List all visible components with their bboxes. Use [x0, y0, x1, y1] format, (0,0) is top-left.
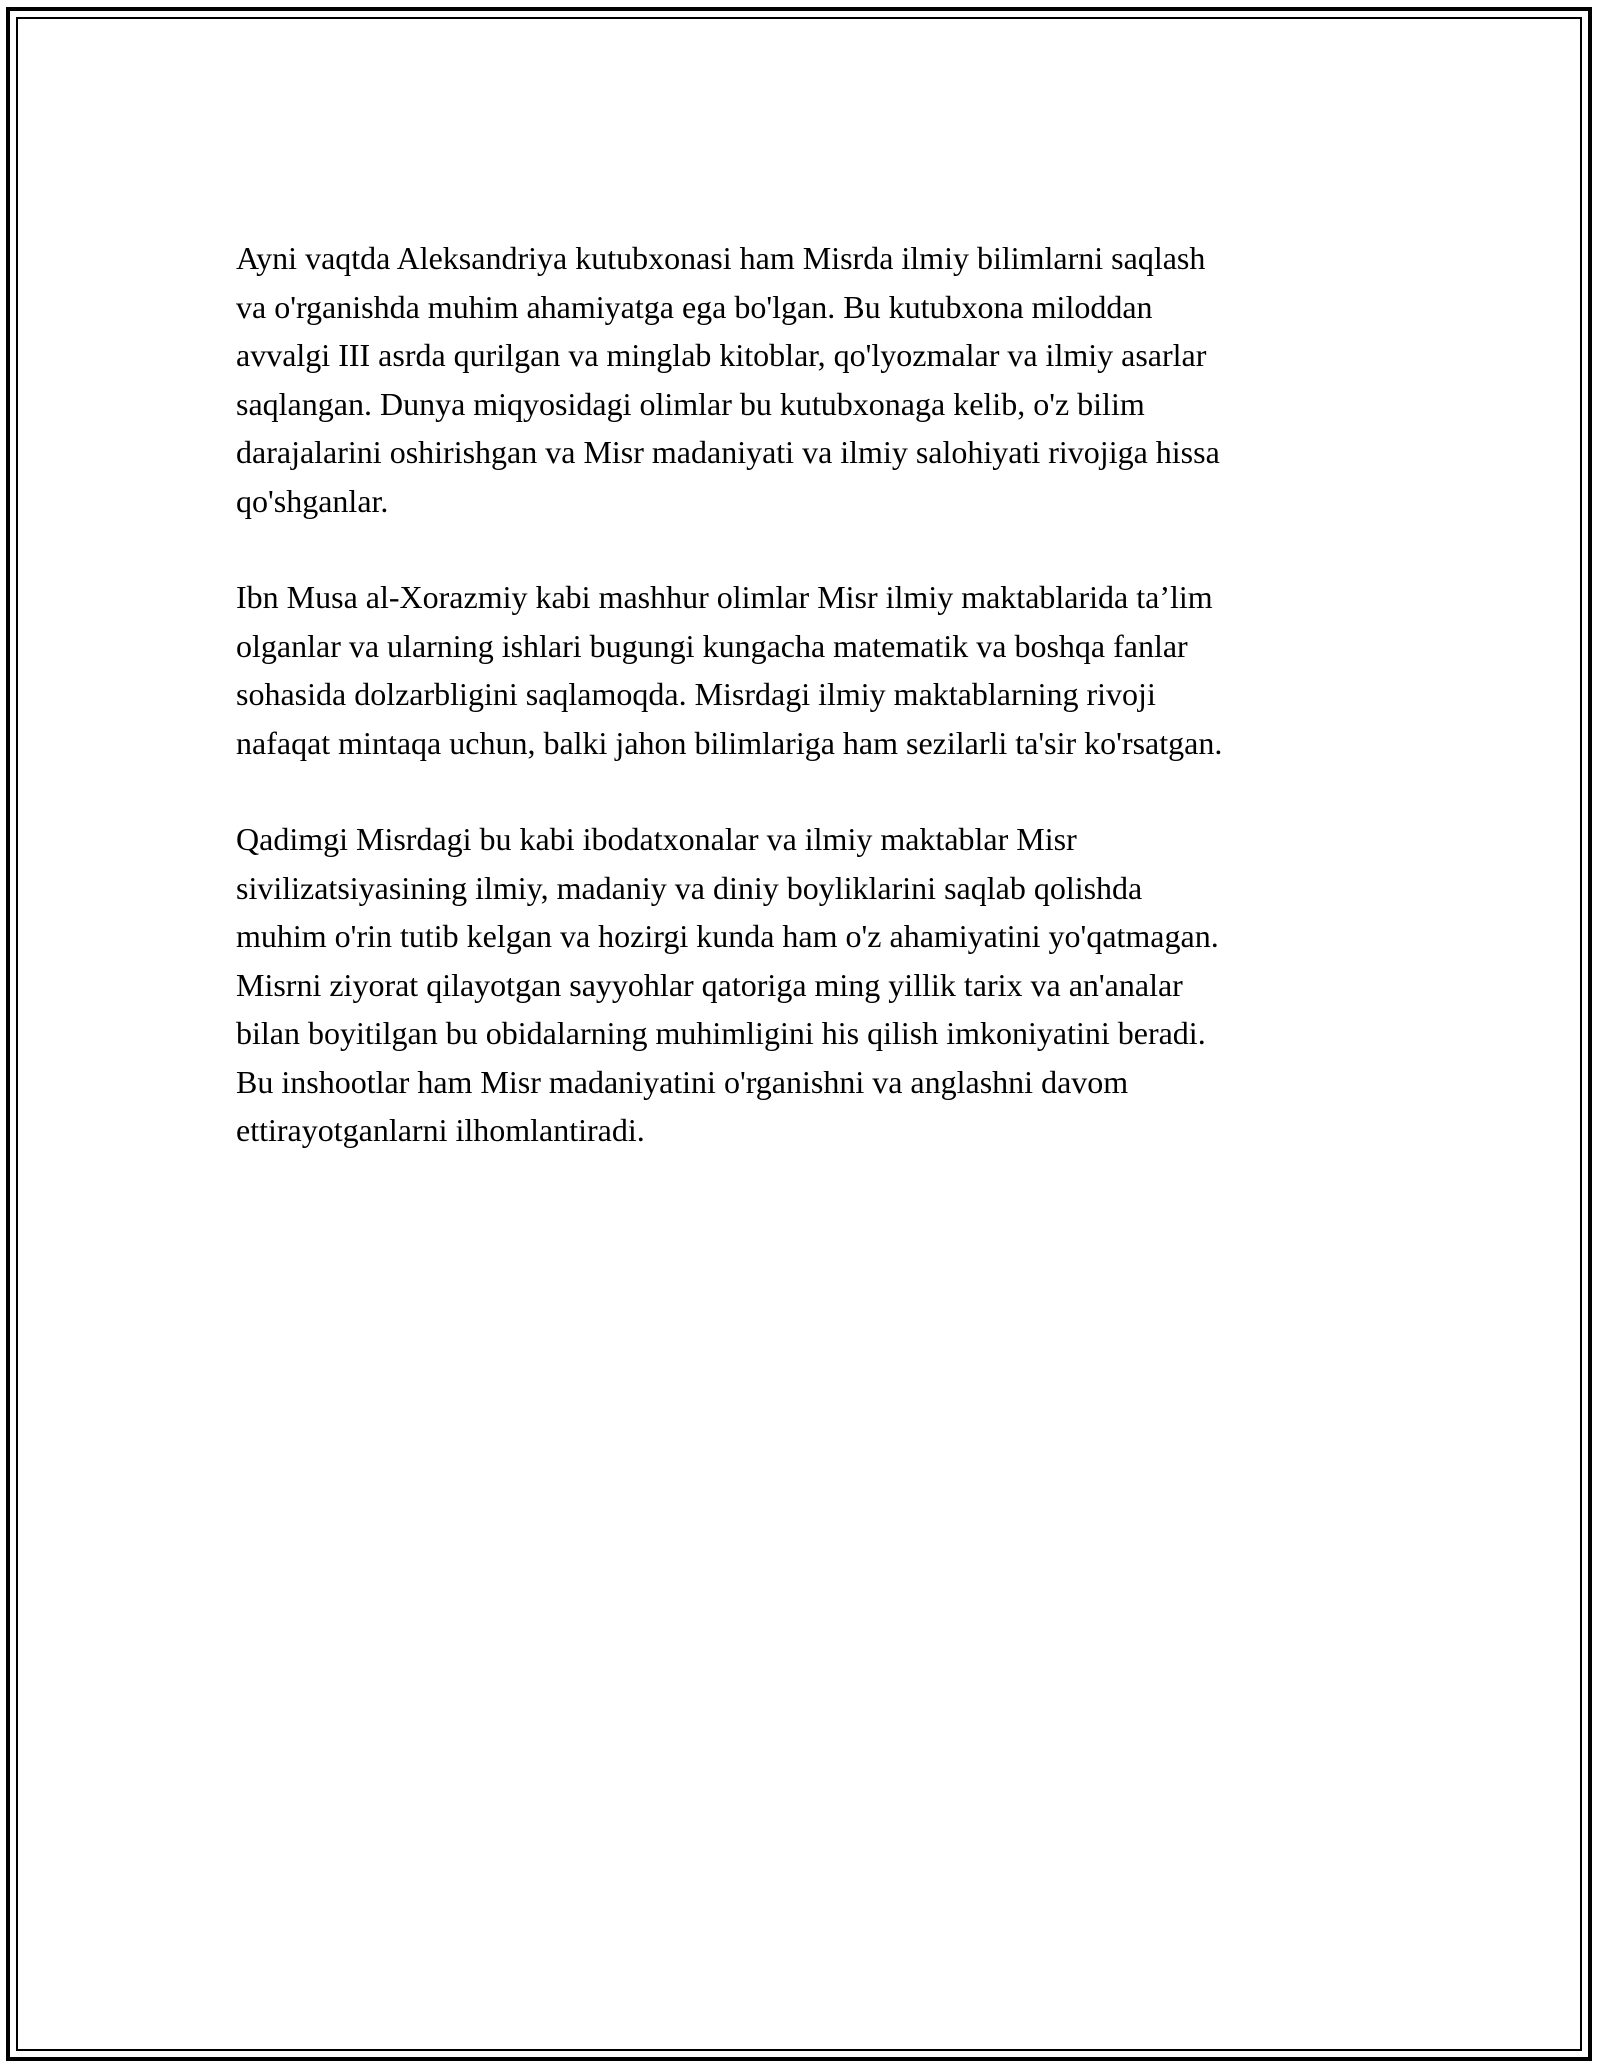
text-line: qo'shganlar.: [236, 482, 389, 519]
text-line: nafaqat mintaqa uchun, balki jahon bilimlariga ham sezilarli ta'sir ko'rsatgan.: [236, 724, 1223, 761]
text-line: ettirayotganlarni ilhomlantiradi.: [236, 1112, 645, 1148]
document-body: [236, 234, 1376, 1203]
text-line: sivilizatsiyasining ilmiy, madaniy va diniy boyliklarini saqlab qolishda: [236, 869, 1143, 906]
text-line: saqlangan. Dunya miqyosidagi olimlar bu kutubxonaga kelib, o'z bilim: [236, 385, 1145, 422]
text-line: Qadimgi Misrdagi bu kabi ibodatxonalar va ilmiy maktablar Misr: [236, 821, 1077, 857]
text-line: Misrni ziyorat qilayotgan sayyohlar qatoriga ming yillik tarix va an'analar: [236, 966, 1183, 1003]
text-line: sohasida dolzarbligini saqlamoqda. Misrdagi ilmiy maktablarning rivoji: [236, 676, 1156, 712]
text-line: avvalgi III asrda qurilgan va minglab kitoblar, qo'lyozmalar va ilmiy asarlar: [236, 337, 1207, 373]
text-line: bilan boyitilgan bu obidalarning muhimligini his qilish imkoniyatini beradi.: [236, 1015, 1206, 1051]
text-line: Ayni vaqtda Aleksandriya kutubxonasi ham Misrda ilmiy bilimlarni saqlash: [236, 240, 1206, 276]
text-line: va o'rganishda muhim ahamiyatga ega bo'lgan. Bu kutubxona miloddan: [236, 288, 1153, 325]
text-line: darajalarini oshirishgan va Misr madaniyati va ilmiy salohiyati rivojiga hissa: [236, 434, 1220, 470]
paragraph-aleksandriya-library: [236, 234, 1376, 525]
text-line: Bu inshootlar ham Misr madaniyatini o'rganishni va anglashni davom: [236, 1063, 1129, 1100]
text-line: Ibn Musa al-Xorazmiy kabi mashhur olimlar Misr ilmiy maktablarida ta’lim: [236, 579, 1213, 615]
paragraph-xorazmiy: [236, 573, 1376, 767]
paragraph-temples-schools: [236, 815, 1376, 1155]
text-line: olganlar va ularning ishlari bugungi kungacha matematik va boshqa fanlar: [236, 627, 1188, 664]
text-line: muhim o'rin tutib kelgan va hozirgi kunda ham o'z ahamiyatini yo'qatmagan.: [236, 918, 1219, 954]
